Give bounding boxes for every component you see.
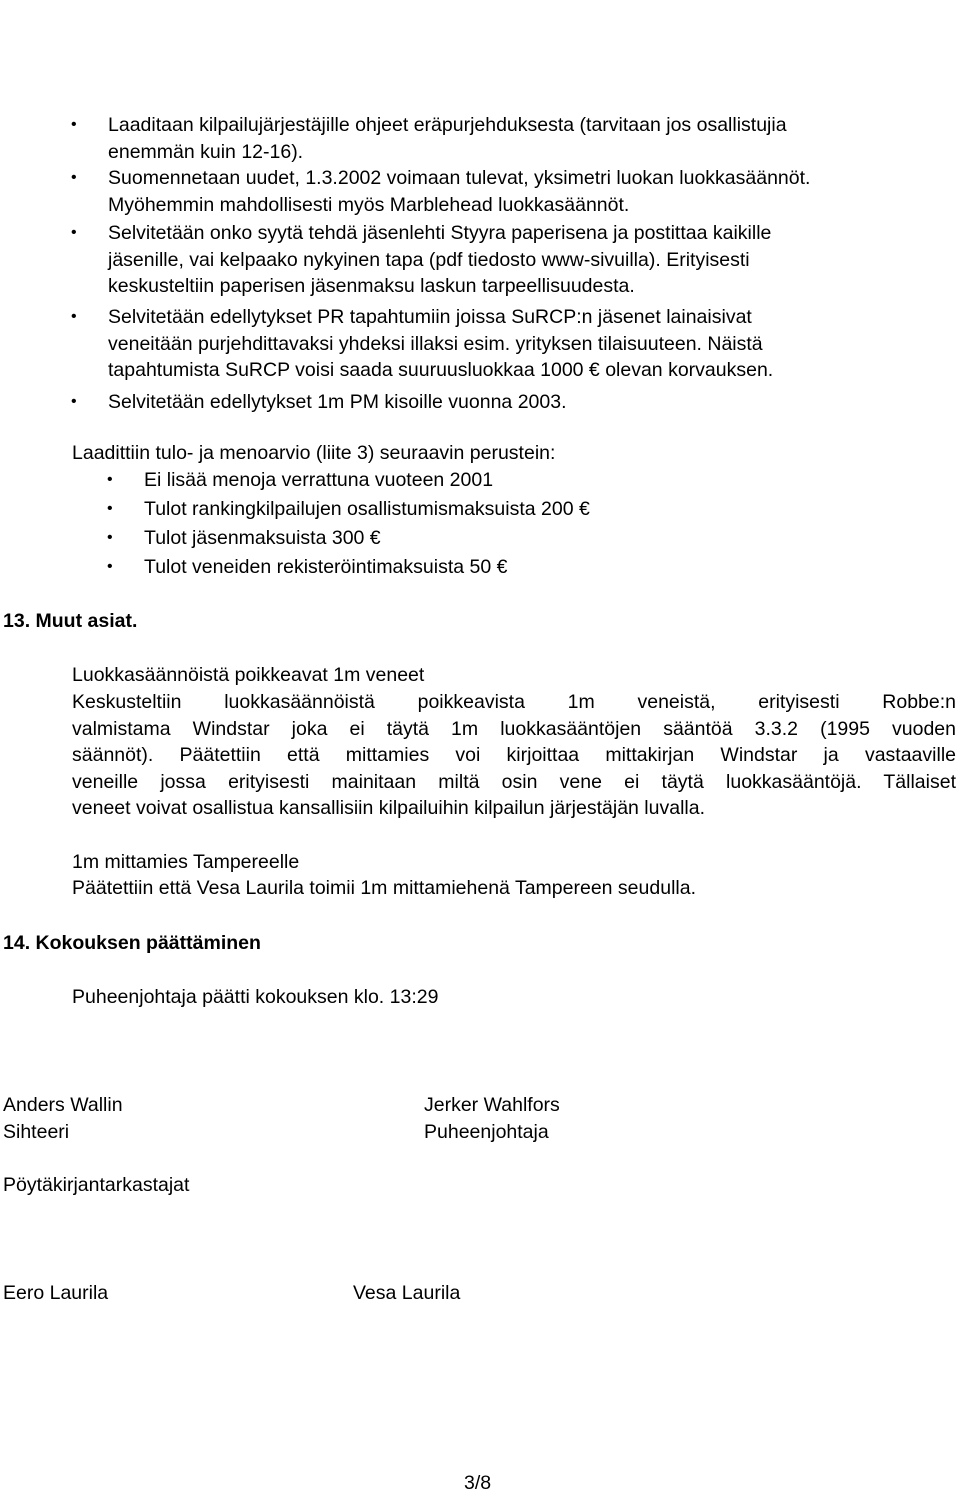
bullet-item-line: veneitään purjehdittavaksi yhdeksi illaksi esim. yrityksen tilaisuuteen. Näistä [108,332,763,355]
budget-item: Tulot jäsenmaksuista 300 € [144,527,381,549]
paragraph-line: Keskusteltiin luokkasäännöistä poikkeavista 1m veneistä, erityisesti Robbe:n [72,691,956,713]
section-13-sub1-title: Luokkasäännöistä poikkeavat 1m veneet [72,664,425,686]
signature-2-name: Jerker Wahlfors [424,1094,560,1116]
bullet-item-line: Selvitetään edellytykset 1m PM kisoille vuonna 2003. [108,391,567,413]
header-meeting: Vuosikokous 2002 - Årsmöte 2002 [2,28,323,51]
budget-item: Tulot veneiden rekisteröintimaksuista 50 € [144,556,508,578]
section-13-sub2-text: Päätettiin että Vesa Laurila toimii 1m mittamiehenä Tampereen seudulla. [72,877,696,899]
bullet-icon: • [71,224,77,241]
section-14-heading: 14. Kokouksen päättäminen [3,932,261,954]
bullet-item-line: Myöhemmin mahdollisesti myös Marblehead luokkasäännöt. [108,193,630,216]
bullet-item-line: Selvitetään edellytykset PR tapahtumiin joissa SuRCP:n jäsenet lainaisivat [108,306,752,328]
header-doc-type: Pöytäkirja - Protokoll [596,2,789,25]
bullet-item [108,304,773,384]
bullet-item [108,389,567,416]
bullet-item-line: jäsenille, vai kelpaako nykyinen tapa (pdf tiedosto www-sivuilla). Erityisesti [108,248,750,271]
header-org: Suomen RC-purjehtijat ry - Finlands RC-seglare rf [2,2,467,25]
checker-1-name: Eero Laurila [3,1282,109,1304]
budget-item: Ei lisää menoja verrattuna vuoteen 2001 [144,469,494,491]
bullet-icon: • [71,116,77,133]
bullet-icon: • [71,393,77,410]
page-number: 3/8 [464,1472,492,1494]
budget-item: Tulot rankingkilpailujen osallistumismaksuista 200 € [144,498,590,520]
bullet-item-line: tapahtumista SuRCP voisi saada suuruusluokkaa 1000 € olevan korvauksen. [108,359,774,381]
section-13-heading: 13. Muut asiat. [3,610,138,632]
bullet-item [108,220,771,300]
bullet-item [108,165,810,218]
bullet-icon: • [107,558,113,575]
bullet-icon: • [71,169,77,186]
bullet-item-line: enemmän kuin 12-16). [108,140,304,163]
header-date: 9.2.2002 [596,28,678,51]
section-13-sub2-title: 1m mittamies Tampereelle [72,851,300,873]
bullet-icon: • [71,308,77,325]
checker-2-name: Vesa Laurila [353,1282,461,1304]
bullet-item-line: Suomennetaan uudet, 1.3.2002 voimaan tulevat, yksimetri luokan luokkasäännöt. [108,167,811,189]
bullet-icon: • [107,471,113,488]
signature-1-name: Anders Wallin [3,1094,123,1116]
paragraph-line: veneet voivat osallistua kansallisiin kilpailuihin kilpailun järjestäjän luvalla. [72,797,706,819]
bullet-item-line: Laaditaan kilpailujärjestäjille ohjeet eräpurjehduksesta (tarvitaan jos osallistujia [108,114,787,136]
signature-1-role: Sihteeri [3,1121,70,1143]
bullet-item-line: keskusteltiin paperisen jäsenmaksu laskun tarpeellisuudesta. [108,275,635,297]
bullet-icon: • [107,500,113,517]
minute-checkers-label: Pöytäkirjantarkastajat [3,1174,190,1196]
bullet-item [108,112,787,165]
signature-2-role: Puheenjohtaja [424,1121,549,1143]
section-13-sub1-text [72,689,956,822]
bullet-icon: • [107,529,113,546]
bullet-item-line: Selvitetään onko syytä tehdä jäsenlehti Styyra paperisena ja postittaa kaikille [108,222,772,244]
section-14-text: Puheenjohtaja päätti kokouksen klo. 13:29 [72,986,439,1008]
paragraph-line: veneille jossa erityisesti mainitaan miltä osin vene ei täytä luokkasääntöjä. Tällaiset [72,770,956,793]
paragraph-line: valmistama Windstar joka ei täytä 1m luokkasääntöjen sääntöä 3.3.2 (1995 vuoden [72,717,956,740]
paragraph-line: säännöt). Päätettiin että mittamies voi kirjoittaa mittakirjan Windstar ja vastaaville [72,744,956,766]
budget-intro: Laadittiin tulo- ja menoarvio (liite 3) seuraavin perustein: [72,442,556,464]
